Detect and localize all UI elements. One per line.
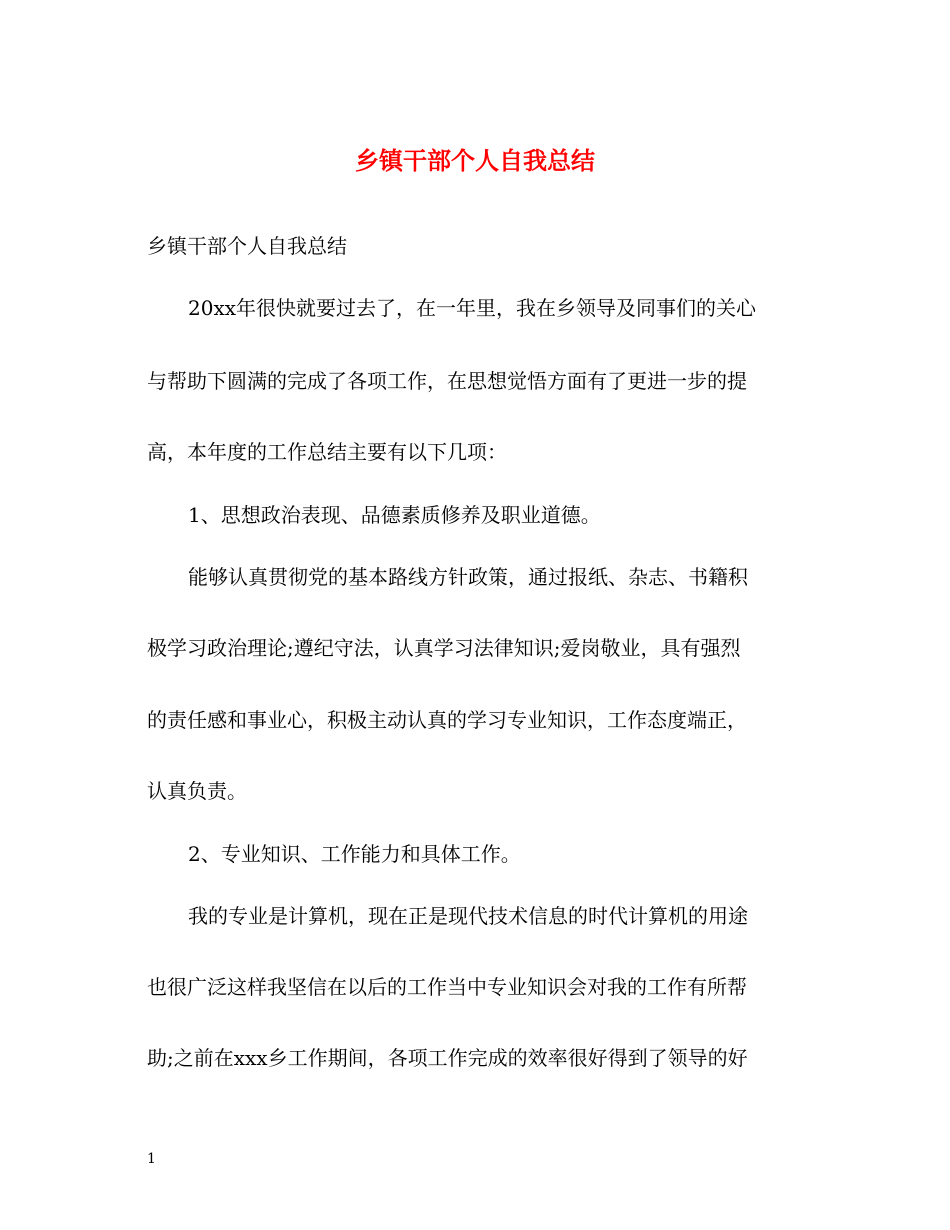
paragraph-line: 高，本年度的工作总结主要有以下几项： — [147, 440, 507, 464]
document-title: 乡镇干部个人自我总结 — [355, 146, 595, 175]
paragraph-line: 也很广泛这样我坚信在以后的工作当中专业知识会对我的工作有所帮 — [147, 975, 747, 999]
section-heading-1: 1、思想政治表现、品德素质修养及职业道德。 — [188, 503, 601, 527]
paragraph-line: 能够认真贯彻党的基本路线方针政策，通过报纸、杂志、书籍积 — [188, 565, 748, 589]
paragraph-line: 认真负责。 — [147, 779, 247, 803]
paragraph-line: 与帮助下圆满的完成了各项工作，在思想觉悟方面有了更进一步的提 — [147, 369, 747, 393]
paragraph-line: 20xx年很快就要过去了，在一年里，我在乡领导及同事们的关心 — [188, 296, 757, 320]
page-number: 1 — [147, 1151, 156, 1167]
paragraph-line: 的责任感和事业心，积极主动认真的学习专业知识，工作态度端正， — [147, 708, 747, 732]
paragraph-line: 我的专业是计算机，现在正是现代技术信息的时代计算机的用途 — [188, 904, 748, 928]
paragraph-line: 助;之前在xxx乡工作期间，各项工作完成的效率很好得到了领导的好 — [147, 1046, 748, 1070]
paragraph-line: 极学习政治理论;遵纪守法，认真学习法律知识;爱岗敬业，具有强烈 — [147, 636, 741, 660]
subtitle-line: 乡镇干部个人自我总结 — [147, 234, 347, 258]
section-heading-2: 2、专业知识、工作能力和具体工作。 — [188, 842, 521, 866]
